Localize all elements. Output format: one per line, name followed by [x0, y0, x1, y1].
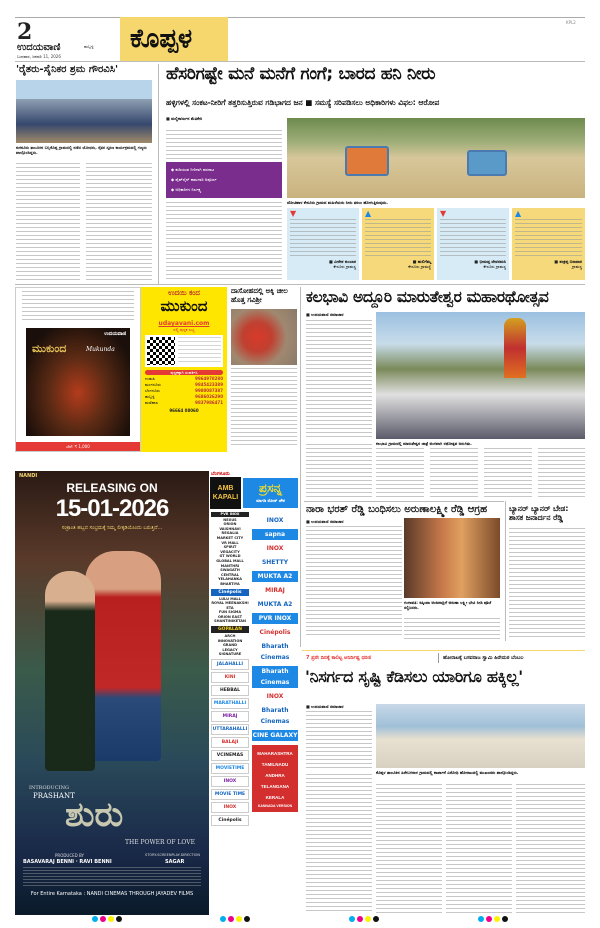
- theatre-item: MUKTA A2: [252, 571, 298, 582]
- theatre-item: INOX: [266, 545, 284, 552]
- states-list: [252, 748, 298, 803]
- theatre-item: TAMILNADU: [261, 762, 289, 767]
- nature-teaser-right: ಹೋರಾಟಕ್ಕೆ ಬಸವರಾಜ ಸ್ವಾಮಿ ಹಿರೇಮಠ ಬೆಂಬಲ: [443, 655, 524, 661]
- theatre-item: GRAND: [222, 643, 238, 648]
- pvr-theatre-list: [211, 518, 249, 587]
- festival-photo: [376, 312, 585, 439]
- festival-headline: ಕಲಭಾವಿ ಅದ್ದೂರಿ ಮಾರುತೇಶ್ವರ ಮಹಾರಥೋತ್ಸವ: [306, 288, 549, 306]
- quote-box-3: [437, 208, 509, 280]
- theatre-item: CENTRAL: [221, 572, 239, 577]
- nature-column-4: [516, 784, 585, 914]
- movie-release-label: RELEASING ON: [66, 481, 158, 495]
- quote-box-4: [512, 208, 585, 280]
- movie-tagline: ಸಂಕ್ರಾಂತಿ ಹಬ್ಬದ ಸಂಭ್ರಮಕ್ಕೆ ನಿಮ್ಮ ಲೀಕ್ಕಡಿಯೊಂದು ಬರುತ್ತಿದೆ...: [61, 525, 163, 531]
- theatre-item: LEGACY: [222, 647, 238, 652]
- left-story-column-2: [86, 163, 152, 281]
- whatsapp-number: 96664 08060: [169, 408, 199, 413]
- qr-instructions: [178, 337, 221, 363]
- water-cart-2: [467, 150, 507, 176]
- quote-author: ■ ಭೀಮಪ್ಪ ದೇವರಮನಿ: [474, 259, 506, 264]
- side-story-photo: [231, 309, 297, 365]
- movie-distribution: For Entire Karnataka : NANDI CINEMAS THROUGH JAYADEV FILMS: [30, 891, 194, 897]
- theatre-item: VR MALL: [221, 540, 239, 545]
- left-story-photo: [16, 80, 152, 143]
- black-registration-mark: [116, 916, 122, 922]
- arrest-photo-caption: ಗಂಗಾವತಿ: ಕಿಷ್ಕಿಂದಾ ಅಂಜನಾದ್ರಿಗೆ ಅರುಣಾ ಲಕ್ಷ್ಮೀ ಭೇಟಿ ನೀಡಿ ಪೂಜೆ ಸಲ್ಲಿಸಿದರು.: [404, 600, 492, 610]
- theatre-item: BHARTIYA: [220, 581, 240, 586]
- side-story-headline: ದಾಸೋಹದಲ್ಲಿ ಅಕ್ಕಿ ಚೀಲ ಹೊತ್ತ ಗವಿಶ್ರೀ: [231, 287, 288, 304]
- quote-role: ಕೇಸೂರು ಗ್ರಾಮಸ್ಥೆ: [408, 264, 431, 269]
- theatre-item: ORION: [223, 522, 237, 527]
- cyan-registration-mark: [349, 916, 355, 922]
- left-logo-list: [211, 659, 249, 826]
- lead-body-text: [166, 202, 282, 280]
- thumbs-up-icon: ▲: [365, 209, 372, 218]
- page-number: 2: [17, 19, 33, 45]
- black-registration-mark: [373, 916, 379, 922]
- lead-subheadline: ಹಳ್ಳಿಗಳಲ್ಲಿ ಸಂಕಟ-ನೀರಿಗೆ ತತ್ತರಿಸುತ್ತಿರುವ ಗಡಿಭಾಗದ ಜನ ■ ಸಮಸ್ಯೆ ಸರಿಪಡಿಸಲು ಅಧಿಕಾರಿಗಳು ವಿಫಲ: ಆರೋಪ: [166, 98, 440, 107]
- book-ad-description: [22, 291, 134, 321]
- yellow-registration-mark: [494, 916, 500, 922]
- right-logo-list: [252, 515, 298, 741]
- amb-logo: [210, 477, 241, 509]
- left-story-column-1: [16, 163, 80, 281]
- theatres-region-label: ಬೆಂಗಳೂರು: [211, 471, 230, 477]
- festival-column-5: [538, 448, 585, 498]
- teaser-divider: [438, 653, 439, 663]
- cinepolis-logo: Cinépolis: [211, 589, 249, 596]
- side-story-text: [231, 368, 297, 448]
- states-footer: KANNADA VERSION: [257, 804, 293, 808]
- state-release-box: [252, 745, 298, 812]
- yellow-registration-mark: [108, 916, 114, 922]
- book-ad-left: [15, 287, 141, 452]
- theatre-item: BALAJI: [211, 737, 249, 748]
- quote-box-2: [362, 208, 434, 280]
- highlight-item: ◆ ಕುಡಿಯುವ ನೀರಿಗಾಗಿ ಪರದಾಟ: [171, 167, 215, 172]
- highlight-item: ◆ ಅಧಿಕಾರಿಗಳ ನಿರ್ಲಕ್ಷ್ಯ: [171, 187, 202, 192]
- theatre-item: ORION EAST: [217, 614, 243, 619]
- theatre-item: KERALA: [265, 795, 285, 800]
- lead-photo-caption: ದೋಟಿಹಾಳ ಕೇಸೂರು ಗ್ರಾಮದ ಮಹಿಳೆಯರು ನೀರು ತರಲು ಹೋಗುತ್ತಿರುವುದು.: [287, 200, 388, 205]
- theatre-item: ANDHRA: [265, 773, 285, 778]
- arrest-headline: ನಾರಾ ಭರತ್ ರೆಡ್ಡಿ ಬಂಧಿಸಲು ಅರುಣಾಲಕ್ಷ್ಮೀ ರೆಡ್ಡಿ ಆಗ್ರಹ: [306, 504, 487, 515]
- festival-byline: ■ ಉದಯವಾಣಿ ಸಮಾಚಾರ: [306, 312, 344, 317]
- lead-intro-text: [166, 130, 282, 160]
- theatre-item: KINI: [211, 672, 249, 683]
- date-line: ಬುಧವಾರ, ಜನವರಿ 11, 2026: [17, 54, 61, 59]
- theatre-item: INOX: [211, 776, 249, 787]
- banner-headline: ಬ್ಯಾನರ್‌ ಬ್ಯಾನರ್ ಬೇಡ: ಶಾಸಕ ಜನಾರ್ದನ ರೆಡ್ಡಿ: [509, 504, 569, 522]
- nature-byline: ■ ಉದಯವಾಣಿ ಸಮಾಚಾರ: [306, 704, 344, 709]
- top-rule: [15, 17, 585, 18]
- nature-column-1b: [306, 774, 372, 914]
- movie-hero-name: PRASHANT: [33, 792, 75, 800]
- section-rule: [15, 284, 585, 285]
- pvr-logo: PVR INOX: [211, 512, 249, 517]
- theatre-item: YELAHANKA: [218, 577, 242, 582]
- movie-director: SAGAR: [165, 859, 185, 865]
- theatre-item: MOVIETIME: [211, 763, 249, 774]
- nature-column-1: [306, 711, 372, 769]
- theatre-item: HEBBAL: [211, 685, 249, 696]
- theatre-list-right: [252, 512, 298, 912]
- masthead-rule: [15, 61, 585, 62]
- amb-logo-text: AMB KAPALI: [212, 485, 239, 501]
- cinepolis-theatre-list: [211, 597, 249, 625]
- nature-photo-caption: ಕೊಪ್ಪಳ ತಾಲೂಕಿನ ಹಿರೇಬಗನಾಳ ಗ್ರಾಮದಲ್ಲಿ ಕಾರ್ಖಾನೆ ವಿರೋಧಿ ಹೋರಾಟದಲ್ಲಿ ಮುಖಂಡರು ಪಾಲ್ಗೊಂಡಿದ್ದರು.: [376, 770, 519, 775]
- lead-byline: ■ ಮಲ್ಲಿಕಾರ್ಜುನ ಮೆತಿಕೇರಿ: [166, 116, 203, 121]
- theatre-item: LULU MALL: [219, 596, 241, 601]
- magenta-registration-mark: [100, 916, 106, 922]
- section-rule: [304, 501, 504, 502]
- cyan-registration-mark: [478, 916, 484, 922]
- nature-headline: 'ನಿಸರ್ಗದ ಸೃಷ್ಟಿ ಕೆಡಿಸಲು ಯಾರಿಗೂ ಹಕ್ಕಿಲ್ಲ': [305, 667, 523, 686]
- district-banner: [120, 17, 228, 61]
- quote-role: ಗ್ರಾಮಸ್ಥ: [571, 264, 582, 269]
- book-website-suffix: ನಲ್ಲಿ ಪುಸ್ತಕ ಲಭ್ಯ: [173, 327, 195, 332]
- theatre-item: MARATHALLI: [211, 698, 249, 709]
- contact-row: ಮಂಗಳೂರು 9845423389: [145, 382, 223, 387]
- book-website-link[interactable]: udayavani.com: [158, 320, 210, 327]
- quote-text: [290, 219, 356, 259]
- festival-photo-caption: ಕಲಭಾವಿ ಗ್ರಾಮದಲ್ಲಿ ಮಾರುತೇಶ್ವರ ಜಾತ್ರೆ ಅಂಗವಾಗಿ ರಥೋತ್ಸವ ಜರುಗಿತು.: [376, 441, 472, 446]
- cover-subtitle: Mukunda: [86, 346, 115, 353]
- theatre-item: INOX: [211, 802, 249, 813]
- cover-brand: ಉದಯವಾಣಿ: [104, 331, 126, 337]
- section-rule: [302, 650, 585, 651]
- qr-section: [145, 335, 223, 367]
- water-cart-1: [345, 146, 389, 176]
- theatre-item: SPIRIT: [223, 545, 237, 550]
- theatre-item: Cinépolis: [259, 629, 291, 636]
- book-cover: [26, 328, 130, 436]
- theatre-item: Bharath Cinemas: [260, 707, 290, 725]
- arrest-text-2: [404, 618, 500, 640]
- left-story-caption: ಕುಕನೂರು ತಾಲೂಕಿನ ಬನ್ನಿಕೊಪ್ಪ ಗ್ರಾಮದಲ್ಲಿ ನಡೆದ ಯೋಧರು, ರೈತರ ಸ್ಮರಣ ಕಾರ್ಯಕ್ರಮದಲ್ಲಿ ಗಣ್ಯರು ಪಾಲ್ಗೊಂಡಿದ್ದರು.: [16, 145, 147, 155]
- theatre-item: INOX: [266, 517, 284, 524]
- column-rule: [300, 287, 301, 647]
- theatre-list-left: [211, 512, 249, 910]
- cyan-registration-mark: [220, 916, 226, 922]
- column-rule: [505, 501, 506, 641]
- magenta-registration-mark: [228, 916, 234, 922]
- contact-list: [145, 376, 223, 406]
- thumbs-up-icon: ▲: [515, 209, 522, 218]
- theatre-item: MUKTA A2: [257, 601, 293, 608]
- magenta-registration-mark: [357, 916, 363, 922]
- edition-tag: ಹುಬ್ಬಳ್ಳಿ: [84, 44, 94, 49]
- nature-column-3: [446, 784, 512, 914]
- yellow-registration-mark: [236, 916, 242, 922]
- paper-name: ಉದಯವಾಣಿ: [17, 42, 61, 53]
- yellow-registration-mark: [365, 916, 371, 922]
- theatre-item: MIRAJ: [265, 587, 285, 594]
- book-title-big: ಮುಕುಂದ: [160, 297, 208, 315]
- theatre-item: CINE GALAXY: [252, 732, 298, 739]
- column-rule: [158, 64, 159, 284]
- contact-row: ಬೆಂಗಳೂರು 9980087387: [145, 388, 223, 393]
- festival-column-3: [430, 448, 478, 498]
- quote-box-1: [287, 208, 359, 280]
- theatre-item: ARCH: [224, 634, 236, 639]
- theatre-item: TELANGANA: [260, 784, 290, 789]
- banner-text: [509, 528, 585, 640]
- black-registration-mark: [502, 916, 508, 922]
- arrest-text: [306, 526, 402, 638]
- nature-photo: [376, 704, 585, 768]
- prasanna-logo: ಪ್ರಸನ್ನ ಮಾಗಡಿ ರೋಡ್ ಚೌಕ: [243, 478, 298, 508]
- festival-column-1b: [306, 444, 372, 498]
- nature-teaser-left: 7 ಪ್ರನೇ ದಿನಕ್ಕೆ ಕಾಲಿಟ್ಟ ಅನಿರ್ದಿಷ್ಟ ಧರಣಿ: [306, 655, 371, 661]
- theatre-item: SHANTINIKETAN: [214, 619, 246, 624]
- theatre-item: INNOVATION: [217, 638, 243, 643]
- movie-heroine-figure: [45, 571, 95, 771]
- contact-header: ಪುಸ್ತಕಕ್ಕಾಗಿ ಸಂಪರ್ಕಿಸಿ: [145, 370, 223, 375]
- theatre-item: Bharath Cinemas: [260, 643, 290, 661]
- theatre-item: GT WORLD: [219, 554, 241, 559]
- quote-role: ಕೇಸೂರು ಗ್ರಾಮಸ್ಥ: [483, 264, 506, 269]
- theatre-item: MOVIE TIME: [211, 789, 249, 800]
- theatre-item: FUN SIGMA: [218, 610, 242, 615]
- left-story-headline: 'ರೈತರು-ಸೈನಿಕರ ಶ್ರಮ ಗೌರವಿಸಿ': [16, 64, 119, 75]
- black-registration-mark: [244, 916, 250, 922]
- movie-ad: [15, 471, 209, 915]
- movie-introducing: INTRODUCING: [29, 785, 69, 791]
- lead-headline: ಹೆಸರಿಗಷ್ಟೇ ಮನೆ ಮನೆಗೆ ಗಂಗೆ; ಬಾರದ ಹನಿ ನೀರು: [166, 64, 436, 84]
- contact-row: ಉಡುಪಿ 9964978280: [145, 376, 223, 381]
- movie-hero-figure: [85, 551, 161, 761]
- quote-author: ■ ಹುಲಿಗೆಮ್ಮ: [412, 259, 431, 264]
- movie-title: ಶುರು: [65, 795, 124, 835]
- festival-column-1: [306, 320, 372, 440]
- quote-author: ■ ಶಂಕ್ರಪ್ಪ ಬಿರಾದಾರ: [554, 259, 582, 264]
- page-code: KPL2: [566, 20, 576, 25]
- quote-author: ■ ವೀರೇಶ ಕುಂಬಾರ: [328, 259, 356, 264]
- gopalan-theatre-list: [211, 634, 249, 657]
- lead-highlights-box: [166, 162, 282, 198]
- theatre-item: MAHARASHTRA: [257, 751, 293, 756]
- arrest-byline: ■ ಉದಯವಾಣಿ ಸಮಾಚಾರ: [306, 519, 344, 524]
- magenta-registration-mark: [486, 916, 492, 922]
- theatre-item: PVR INOX: [252, 613, 298, 624]
- theatre-item: UTTARAHALLI: [211, 724, 249, 735]
- theatre-item: NEXUS: [223, 517, 237, 522]
- theatre-item: GLOBAL MALL: [216, 558, 244, 563]
- thumbs-down-icon: ▼: [290, 209, 297, 218]
- movie-title-sub: THE POWER OF LOVE: [125, 839, 195, 846]
- book-ad-right: [141, 287, 227, 452]
- arrest-photo: [404, 518, 500, 598]
- contact-row: ಮಣಿಪಾಲ 9837986471: [145, 400, 223, 405]
- nature-column-2: [376, 784, 442, 914]
- movie-studio: NANDI: [19, 473, 38, 479]
- festival-column-2: [376, 448, 424, 498]
- theatre-item: SHETTY: [261, 559, 289, 566]
- theatre-item: sapna: [252, 529, 298, 540]
- cover-title: ಮುಕುಂದ: [32, 342, 67, 355]
- contact-row: ಹುಬ್ಬಳ್ಳಿ 9686026290: [145, 394, 223, 399]
- highlight-item: ◆ ಪೈಪ್‌ಲೈನ್ ಕಾಮಗಾರಿ ಅಪೂರ್ಣ: [171, 177, 217, 182]
- movie-credits: [23, 867, 201, 887]
- theatre-item: SIGNATURE: [218, 652, 242, 657]
- theatre-item: MARKET CITY: [216, 535, 244, 540]
- qr-code-icon[interactable]: [147, 337, 175, 365]
- quote-role: ಕೇಸೂರು ಗ್ರಾಮಸ್ಥ: [333, 264, 356, 269]
- book-title-small: ಉದಯಿ ಕಂದ: [168, 289, 200, 297]
- theatre-item: MIRAJ: [211, 711, 249, 722]
- theatre-item: Bharath Cinemas: [252, 666, 298, 688]
- theatre-item: Cinépolis: [211, 815, 249, 826]
- festival-column-4: [484, 448, 532, 498]
- theatre-item: ROYAL MEENAKSHI: [211, 601, 249, 606]
- movie-producers: BASAVARAJ BENNI · RAVI BENNI: [23, 859, 112, 865]
- theatre-item: SWAGATH: [220, 568, 240, 573]
- quote-text: [440, 219, 506, 259]
- district-title: ಕೊಪ್ಪಳ: [130, 24, 193, 54]
- theatre-item: VAISHNAVI: [219, 526, 241, 531]
- chariot: [504, 318, 526, 378]
- theatre-item: REGALIA: [221, 531, 239, 536]
- movie-produced-label: PRODUCED BY: [55, 853, 84, 858]
- theatre-item: ETA: [226, 605, 234, 610]
- movie-director-label: STORY-SCREENPLAY-DIRECTION: [145, 853, 201, 857]
- theatre-item: INOX: [266, 693, 284, 700]
- lead-photo: [287, 118, 585, 198]
- quote-text: [365, 219, 431, 259]
- thumbs-down-icon: ▼: [440, 209, 447, 218]
- theatre-item: VCINEMAS: [211, 750, 249, 761]
- theatre-item: JALAHALLI: [211, 659, 249, 670]
- movie-release-date: 15-01-2026: [55, 495, 169, 522]
- quote-text: [515, 219, 582, 259]
- theatre-item: VEGACITY: [220, 549, 240, 554]
- cyan-registration-mark: [92, 916, 98, 922]
- gopalan-logo: GOPALAN: [211, 626, 249, 633]
- theatre-item: MANTHRI: [220, 563, 240, 568]
- book-price: ಬೆಲೆ: ₹ 1,000: [16, 442, 140, 451]
